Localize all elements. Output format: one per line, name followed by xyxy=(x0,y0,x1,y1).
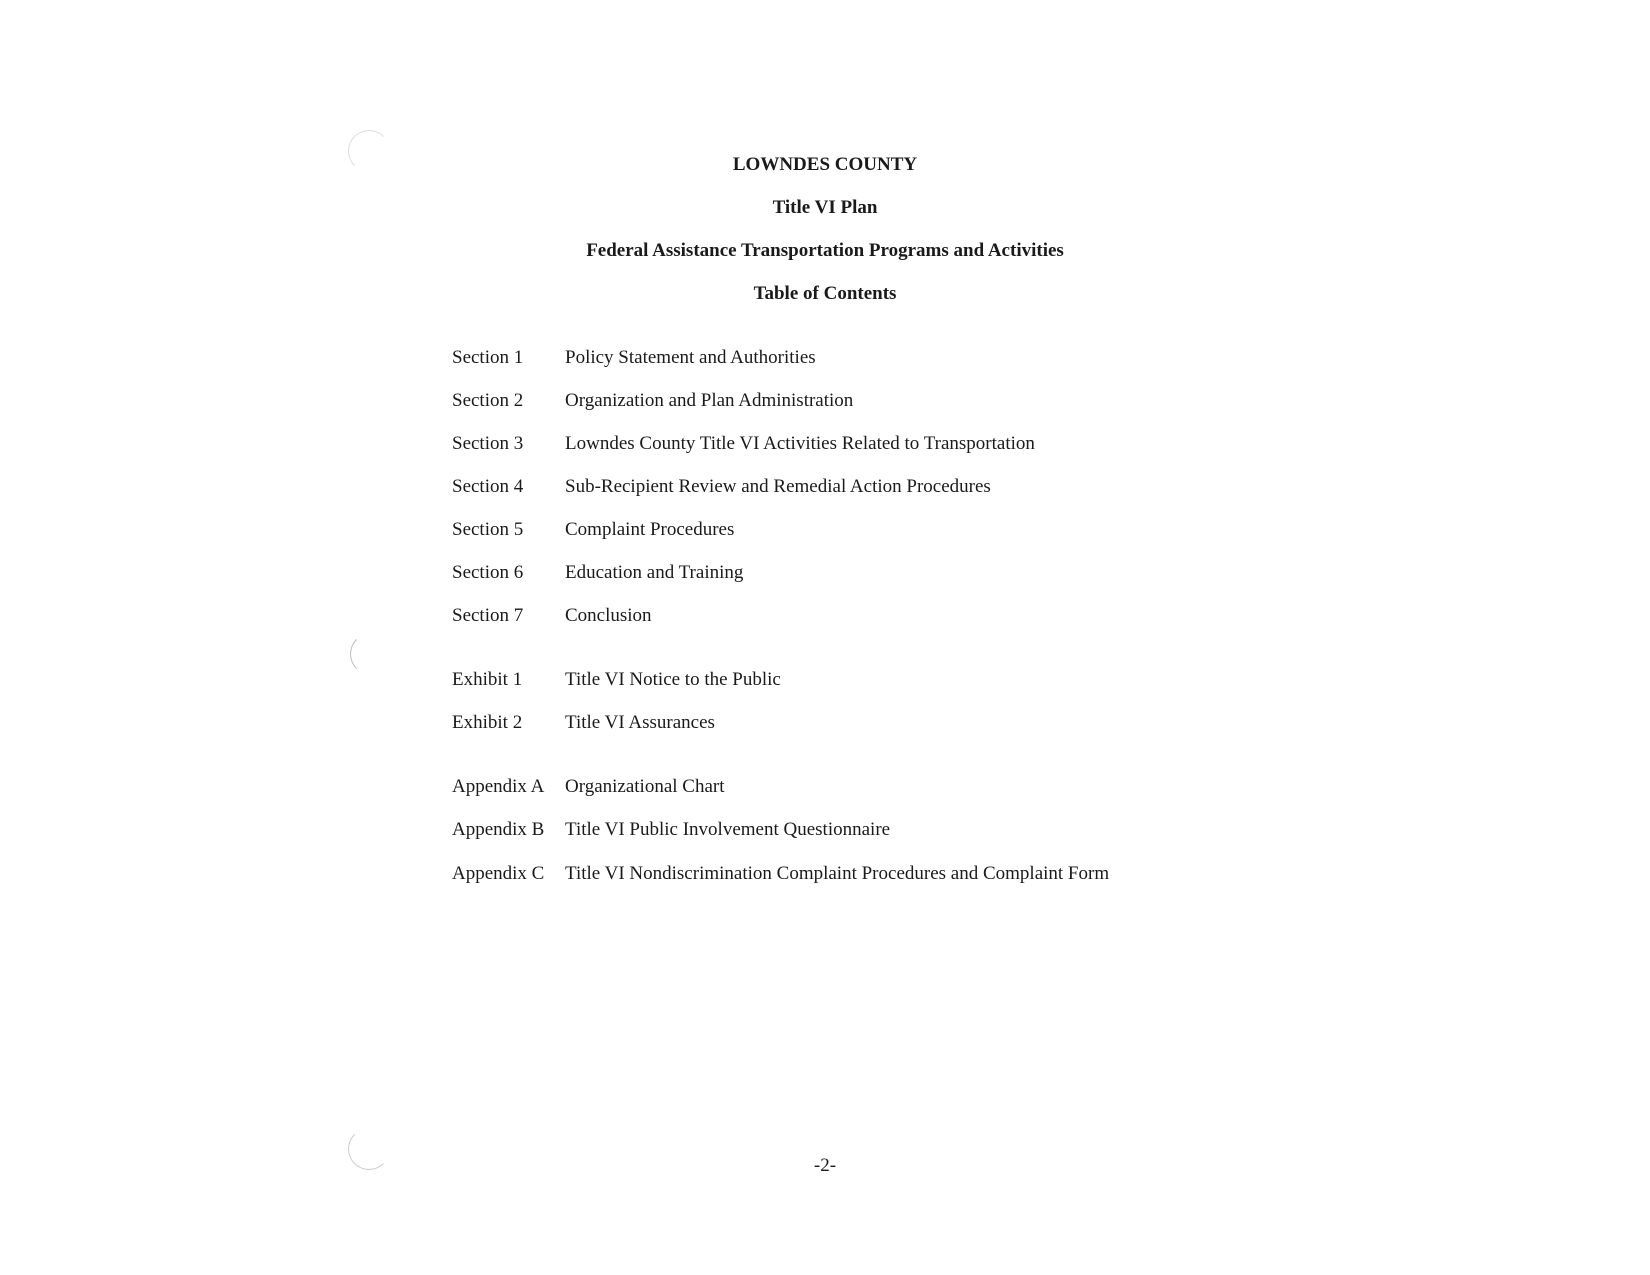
toc-entry-title: Education and Training xyxy=(565,562,744,583)
toc-entry-title: Organizational Chart xyxy=(565,776,725,797)
toc-entry-label: Section 2 xyxy=(452,390,524,411)
toc-entry-label: Appendix A xyxy=(452,776,545,797)
toc-entry-title: Title VI Assurances xyxy=(565,712,715,733)
toc-entry-label: Section 1 xyxy=(452,347,524,368)
toc-entry-label: Section 5 xyxy=(452,519,524,540)
toc-entry-label: Exhibit 2 xyxy=(452,712,523,733)
toc-entry-label: Section 6 xyxy=(452,562,524,583)
page-number: -2- xyxy=(813,1155,837,1176)
toc-entry-title: Complaint Procedures xyxy=(565,519,735,540)
punch-hole-mark-middle xyxy=(350,633,392,675)
toc-entry-label: Appendix C xyxy=(452,863,545,884)
toc-entry-title: Title VI Notice to the Public xyxy=(565,669,781,690)
toc-entry-title: Conclusion xyxy=(565,605,652,626)
toc-entry-title: Sub-Recipient Review and Remedial Action Procedures xyxy=(565,476,991,497)
toc-entry-title: Organization and Plan Administration xyxy=(565,390,854,411)
toc-entry-title: Policy Statement and Authorities xyxy=(565,347,816,368)
toc-entry-title: Title VI Public Involvement Questionnaire xyxy=(565,819,891,840)
organization-name: LOWNDES COUNTY xyxy=(732,154,918,175)
toc-heading: Table of Contents xyxy=(753,283,897,304)
toc-entry-title: Title VI Nondiscrimination Complaint Procedures and Complaint Form xyxy=(565,863,1110,884)
toc-entry-label: Appendix B xyxy=(452,819,545,840)
toc-entry-label: Section 3 xyxy=(452,433,524,454)
toc-entry-label: Section 7 xyxy=(452,605,524,626)
toc-entry-label: Exhibit 1 xyxy=(452,669,523,690)
toc-entry-label: Section 4 xyxy=(452,476,524,497)
plan-title: Title VI Plan xyxy=(772,197,878,218)
toc-entry-title: Lowndes County Title VI Activities Related to Transportation xyxy=(565,433,1035,454)
plan-subtitle: Federal Assistance Transportation Programs and Activities xyxy=(586,240,1064,261)
